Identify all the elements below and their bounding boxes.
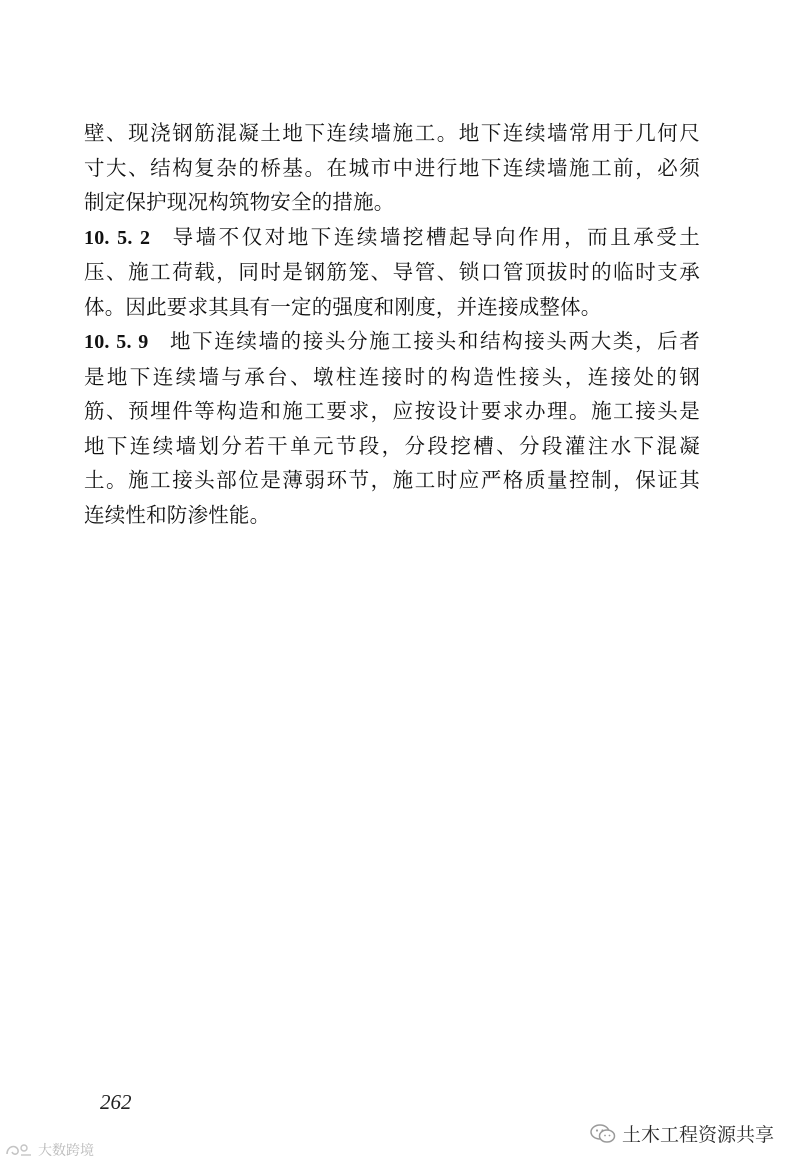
text-line: 压、施工荷载，同时是钢筋笼、导管、锁口管顶拔时的临时支承 bbox=[84, 260, 700, 284]
text-line: 寸大、结构复杂的桥基。在城市中进行地下连续墙施工前，必须 bbox=[84, 155, 700, 180]
watermark-right bbox=[590, 1120, 774, 1147]
wechat-icon bbox=[590, 1123, 616, 1145]
watermark-right-text: 土木工程资源共享 bbox=[622, 1124, 775, 1146]
text-line: 地下连续墙划分若干单元节段，分段挖槽、分段灌注水下混凝 bbox=[84, 433, 700, 458]
text-line: 是地下连续墙与承台、墩柱连接时的构造性接头，连接处的钢 bbox=[84, 364, 700, 389]
document-body bbox=[84, 116, 700, 532]
brand-logo-icon bbox=[4, 1142, 34, 1158]
paragraph-continuation bbox=[84, 116, 700, 220]
clause-10-5-2 bbox=[84, 220, 700, 325]
text-line: 连续性和防渗性能。 bbox=[84, 502, 271, 527]
clause-first-line bbox=[84, 324, 700, 360]
text-line: 筋、预埋件等构造和施工要求，应按设计要求办理。施工接头是 bbox=[84, 399, 700, 423]
text-line: 体。因此要求其具有一定的强度和刚度，并连接成整体。 bbox=[84, 294, 602, 319]
clause-text: 地下连续墙的接头分施工接头和结构接头两大类，后者 bbox=[168, 329, 700, 353]
page-number: 262 bbox=[100, 1090, 132, 1114]
clause-10-5-9 bbox=[84, 324, 700, 532]
clause-number: 10. 5. 2 bbox=[84, 226, 151, 249]
text-line: 壁、现浇钢筋混凝土地下连续墙施工。地下连续墙常用于几何尺 bbox=[84, 121, 700, 145]
watermark-left bbox=[4, 1140, 94, 1160]
watermark-left-text: 大数跨境 bbox=[38, 1143, 94, 1159]
clause-text: 导墙不仅对地下连续墙挖槽起导向作用，而且承受土 bbox=[170, 224, 700, 249]
clause-number: 10. 5. 9 bbox=[84, 331, 149, 353]
text-line: 土。施工接头部位是薄弱环节，施工时应严格质量控制，保证其 bbox=[84, 468, 700, 492]
clause-first-line bbox=[84, 220, 700, 256]
text-line: 制定保护现况构筑物安全的措施。 bbox=[84, 190, 395, 214]
